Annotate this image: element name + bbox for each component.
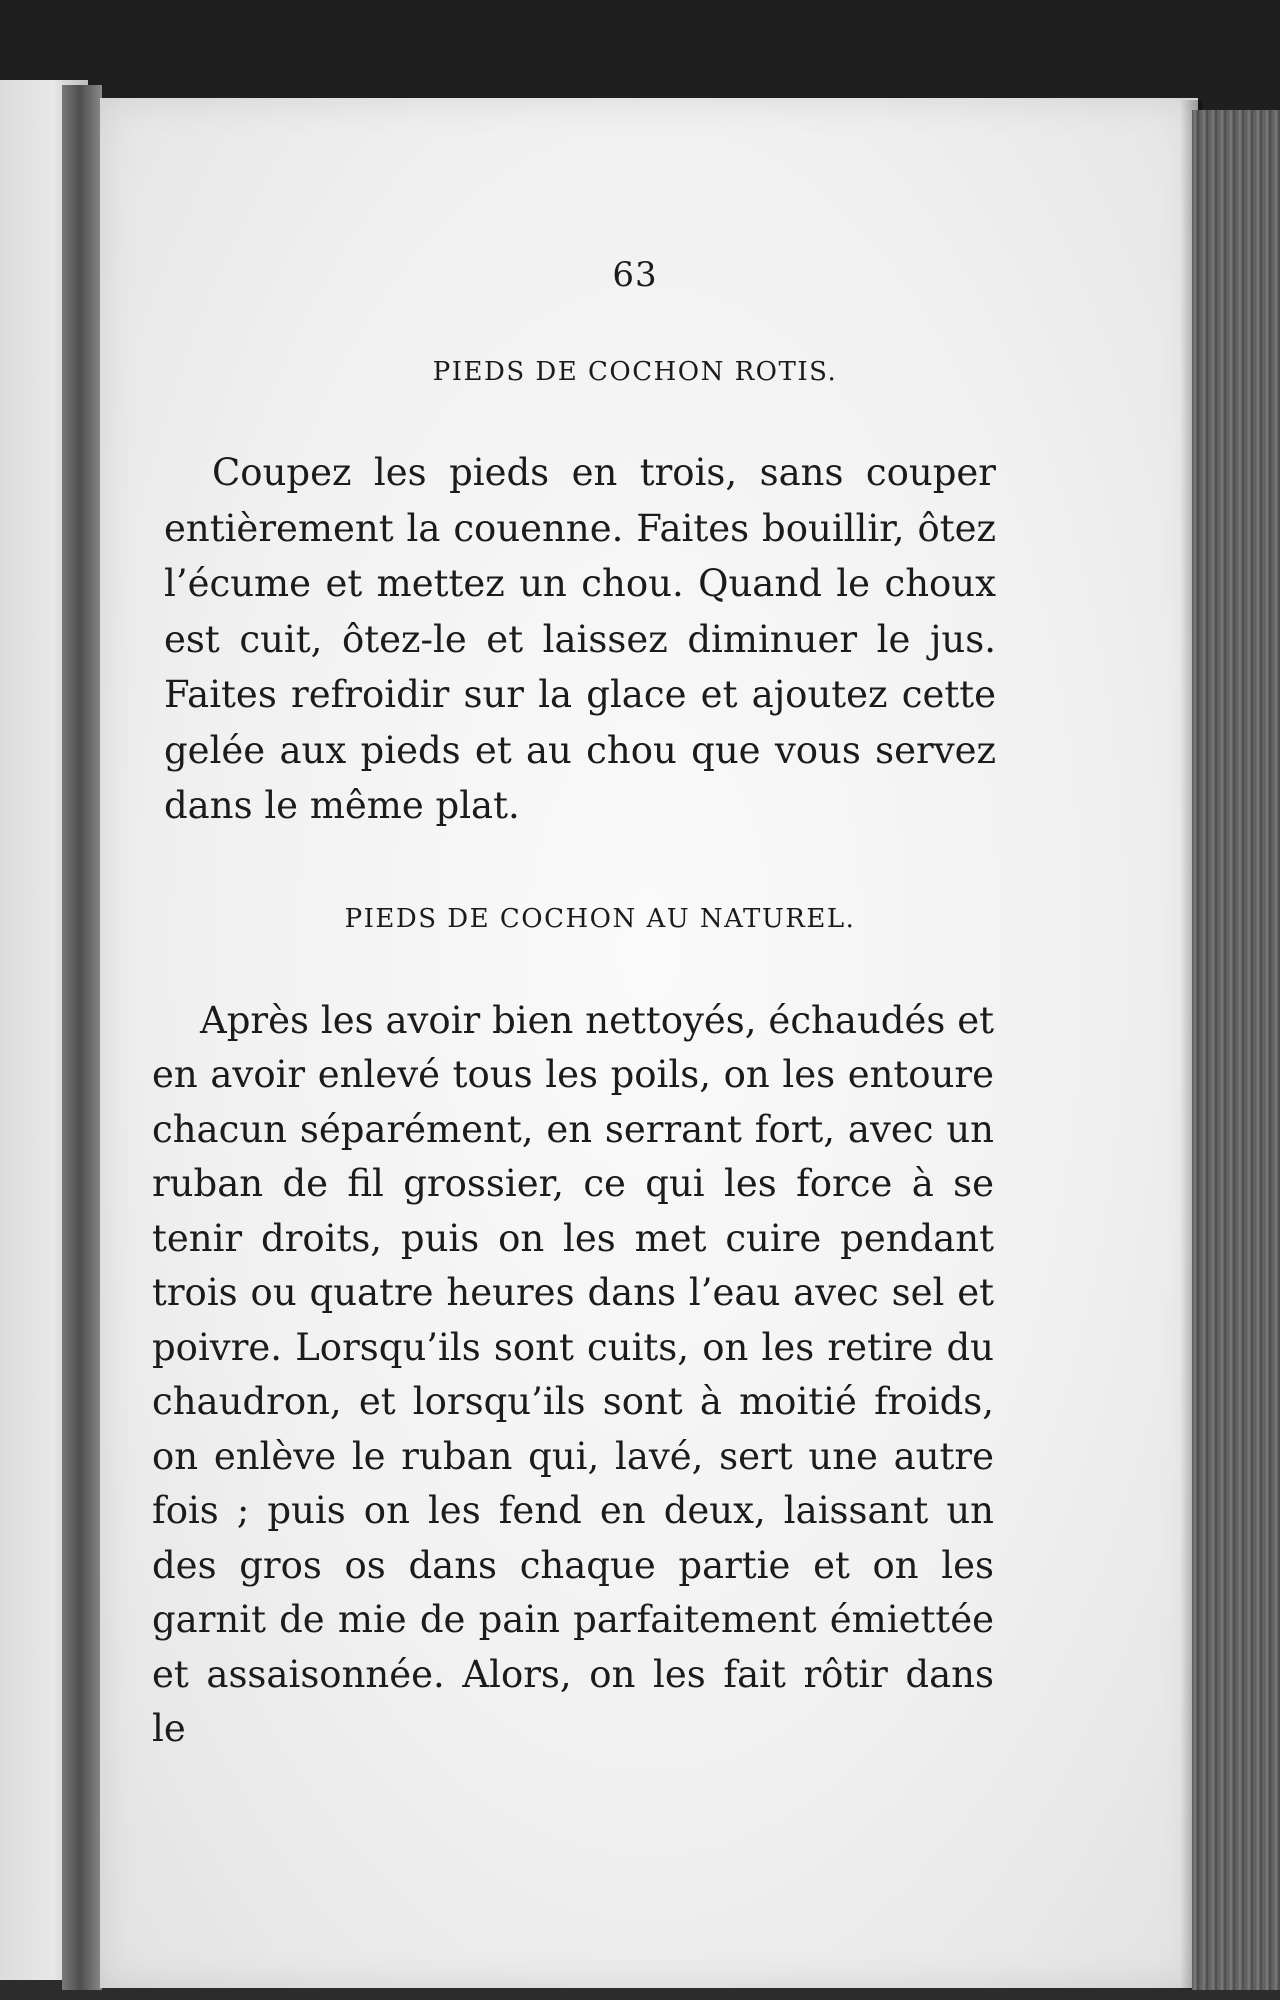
section-heading: PIEDS DE COCHON ROTIS. bbox=[432, 357, 838, 387]
section-paragraph: Après les avoir bien nettoyés, échaudés et en avoir enlevé tous les poils, on les entoure chacun séparément, en serrant fort, avec un ruban de fil grossier, ce qui les force à se tenir droits, puis on les met cuire pendant trois ou quatre heures dans l’eau avec sel et poivre. Lorsqu’ils sont cuits, on les retire du chaudron, et lorsqu’ils sont à moitié froids, on enlève le ruban qui, lavé, sert une autre fois ; puis on les fend en deux, laissant un des gros os dans chaque partie et on les garnit de mie de pain parfaitement émiettée et assaisonnée. Alors, on les fait rôtir dans le bbox=[152, 998, 994, 1750]
page-content bbox=[150, 255, 1000, 1757]
section-heading: PIEDS DE COCHON AU NATUREL. bbox=[344, 903, 856, 934]
page-block-edge bbox=[1192, 110, 1280, 1990]
page-number: 63 bbox=[612, 255, 658, 295]
section-paragraph: Coupez les pieds en trois, sans couper entièrement la couenne. Faites bouillir, ôtez l’écume et mettez un chou. Quand le choux est cuit, ôtez-le et laissez diminuer le jus. Faites refroidir sur la glace et ajoutez cette gelée aux pieds et au chou que vous servez dans le même plat. bbox=[164, 451, 996, 827]
book-gutter bbox=[62, 85, 102, 1990]
